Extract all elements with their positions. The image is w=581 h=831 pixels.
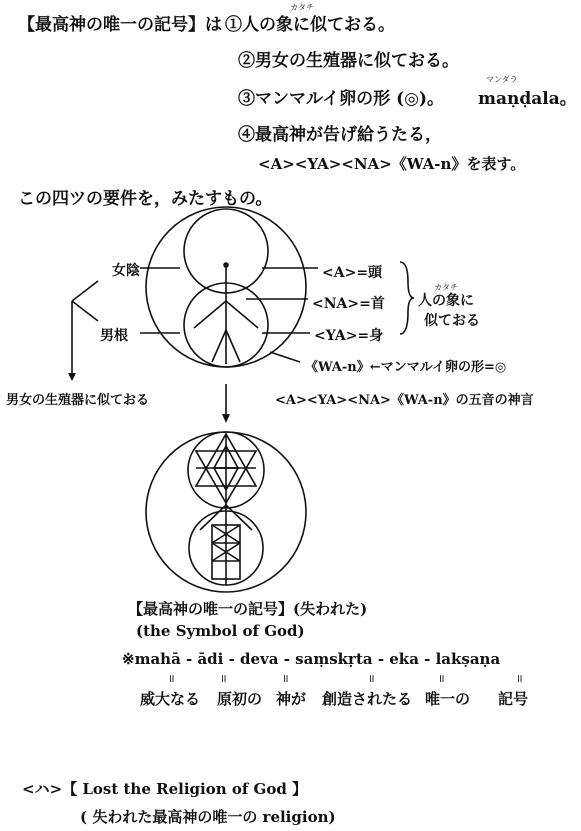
label-a: <A>=頭 <box>322 265 383 281</box>
label-resembles: 似ておる <box>424 313 480 329</box>
footer-line1: <ハ>【 Lost the Religion of God 】 <box>22 780 308 798</box>
arrow-down-head <box>222 414 230 423</box>
footer-line2: ( 失われた最高神の唯一の religion) <box>80 808 336 826</box>
sanskrit-line: ※mahā - ādi - deva - saṃskṛta - eka - lakṣaṇa <box>122 650 501 668</box>
eq-mark: ॥ <box>220 672 227 685</box>
caption-right: <A><YA><NA>《WA-n》の五音の神言 <box>275 393 534 408</box>
leader-wan <box>270 352 300 362</box>
gloss-word: 創造されたる <box>322 690 413 708</box>
upper-symbol <box>146 207 306 367</box>
gloss-word: 原初の <box>217 690 263 708</box>
label-human-shape: 人の象に <box>418 293 474 309</box>
label-male: 男根 <box>100 328 128 344</box>
line5: <A><YA><NA>《WA-n》を表す。 <box>258 155 526 173</box>
gloss-word: 神が <box>276 690 307 708</box>
line3: ③マンマルイ卵の形 (◎)。 <box>238 89 444 109</box>
label-wan: 《WA-n》←マンマルイ卵の形=◎ <box>305 360 507 375</box>
ruby-katachi-2: カタチ <box>434 283 458 292</box>
line1-item: ①人の象に似ておる。 <box>225 15 395 35</box>
line6: この四ツの要件を，みたすもの。 <box>18 189 273 209</box>
symbol-subtitle: (the Symbol of God) <box>136 622 305 640</box>
caption-left: 男女の生殖器に似ておる <box>6 393 150 408</box>
label-female: 女陰 <box>112 263 140 279</box>
ruby-mandara: マンダラ <box>486 75 518 84</box>
line1-lead: 【最高神の唯一の記号】は <box>18 15 222 35</box>
symbol-title: 【最高神の唯一の記号】(失われた) <box>128 600 368 618</box>
bracket-left <box>72 281 98 321</box>
line2: ②男女の生殖器に似ておる。 <box>238 51 459 71</box>
label-ya: <YA>=身 <box>314 328 384 344</box>
eq-mark: ॥ <box>282 672 289 685</box>
label-na: <NA>=首 <box>312 296 385 312</box>
gloss-word: 唯一の <box>425 690 471 708</box>
bracket-right <box>400 262 414 334</box>
eq-mark: ॥ <box>368 672 375 685</box>
center-dot <box>224 263 228 267</box>
line4: ④最高神が告げ給うたる， <box>238 125 442 145</box>
ruby-katachi: カタチ <box>290 3 314 12</box>
eq-mark: ॥ <box>516 672 523 685</box>
gloss-word: 威大なる <box>140 690 201 708</box>
gloss-word: 記号 <box>498 690 529 708</box>
eq-mark: ॥ <box>168 672 175 685</box>
arrow-left-head <box>68 373 76 381</box>
eq-mark: ॥ <box>438 672 445 685</box>
line3-mandala: maṇḍala。 <box>478 89 577 109</box>
lower-symbol <box>146 432 306 592</box>
